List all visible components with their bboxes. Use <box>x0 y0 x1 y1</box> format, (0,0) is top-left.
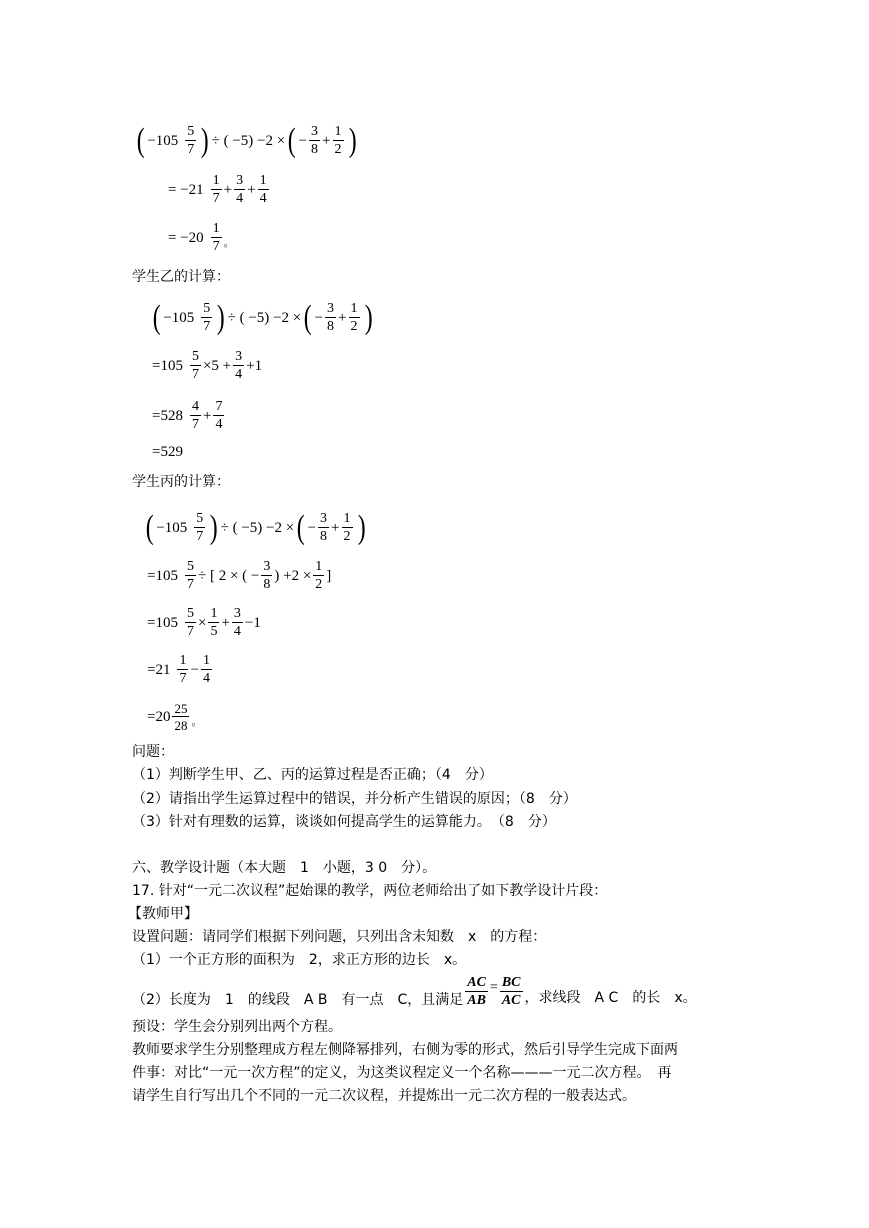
fraction: $\frac{5}{7}$ <box>196 511 204 544</box>
operator-text: + <box>223 181 233 198</box>
item-2-tail: ，求线段 A C 的长 x。 <box>524 990 697 1006</box>
left-paren: ( <box>152 299 161 336</box>
left-paren: ( <box>296 509 305 546</box>
operator-text: + <box>221 614 230 631</box>
operator-text: ÷ ( −5) −2 × <box>220 519 295 536</box>
fraction: $\frac{3}{8}$ <box>263 559 271 592</box>
right-paren: ) <box>209 509 218 546</box>
fraction: $\frac{5}{7}$ <box>203 301 211 334</box>
questions-title: 问题： <box>132 744 174 760</box>
fraction: $\frac{1}{7}$ <box>179 653 187 686</box>
question-2: （2）请指出学生运算过程中的错误，并分析产生错误的原因；（8 分） <box>132 791 577 807</box>
student-b-label: 学生乙的计算： <box>132 269 230 285</box>
end-mark: 。 <box>223 237 235 249</box>
operator-text: − <box>298 132 308 149</box>
fraction: $\frac{1}{5}$ <box>210 606 218 639</box>
student-b-step-2 <box>152 396 226 436</box>
fraction: $\frac{1}{4}$ <box>259 173 267 206</box>
end-mark: 。 <box>191 716 203 728</box>
operator-text: ÷ ( −5) −2 × <box>227 309 302 326</box>
right-paren: ) <box>216 299 225 336</box>
fraction: $\frac{1}{2}$ <box>315 559 323 592</box>
student-b-expression <box>150 297 375 339</box>
mixed-whole: −105 <box>147 132 179 149</box>
student-a-expression <box>134 120 359 162</box>
step-lead: =528 <box>152 407 183 424</box>
operator-text: + <box>331 519 340 536</box>
fraction: $\frac{1}{4}$ <box>202 653 210 686</box>
operator-text: ÷ ( −5) −2 × <box>211 132 286 149</box>
item-1: （1）一个正方形的面积为 2，求正方形的边长 x。 <box>132 952 467 968</box>
operator-text: ×5 + <box>202 357 232 374</box>
step-lead: =105 <box>147 614 178 631</box>
fraction: $\frac{1}{7}$ <box>212 221 220 254</box>
mixed-whole: −105 <box>156 519 188 536</box>
fraction-ac-ab: $\frac{AC}{AB}$ <box>467 975 486 1008</box>
student-c-step-3 <box>147 650 214 690</box>
left-paren: ( <box>303 299 312 336</box>
right-paren: ) <box>364 299 373 336</box>
operator-text: + <box>322 132 331 149</box>
step-lead: =105 <box>152 357 183 374</box>
question-1: （1）判断学生甲、乙、丙的运算过程是否正确；（4 分） <box>132 767 493 783</box>
equals-sign: = <box>489 980 498 995</box>
paragraph-line-1: 教师要求学生分别整理成方程左侧降幂排列，右侧为零的形式，然后引导学生完成下面两 <box>132 1042 678 1058</box>
fraction: $\frac{5}{7}$ <box>186 559 194 592</box>
student-a-step-1 <box>168 170 271 210</box>
paragraph-line-2: 件事：对比“一元一次方程”的定义，为这类议程定义一个名称———一元二次方程。 再 <box>132 1065 672 1081</box>
question-3: （3）针对有理数的运算，谈谈如何提高学生的运算能力。 （8 分） <box>132 814 556 830</box>
right-paren: ) <box>200 122 209 159</box>
operator-text: ] <box>326 567 332 584</box>
operator-text: + <box>247 181 256 198</box>
student-c-step-4 <box>147 697 202 737</box>
step-lead: =21 <box>147 661 171 678</box>
student-a-step-2 <box>168 218 235 258</box>
fraction: $\frac{3}{4}$ <box>235 349 243 382</box>
fraction: $\frac{5}{7}$ <box>187 124 195 157</box>
operator-text: ) +2 × <box>274 567 312 584</box>
left-paren: ( <box>145 509 154 546</box>
mixed-whole: −105 <box>163 309 195 326</box>
step-lead: = −21 <box>168 181 204 198</box>
student-c-step-2 <box>147 603 261 643</box>
fraction: $\frac{7}{4}$ <box>215 399 223 432</box>
operator-text: − <box>314 309 324 326</box>
operator-text: ÷ [ 2 × ( − <box>197 567 260 584</box>
operator-text: × <box>197 614 207 631</box>
fraction: $\frac{1}{2}$ <box>343 511 351 544</box>
step-lead: = −20 <box>168 229 204 246</box>
paragraph-line-3: 请学生自行写出几个不同的一元二次议程，并提炼出一元二次方程的一般表达式。 <box>132 1088 636 1104</box>
student-b-step-3 <box>152 442 183 462</box>
student-c-label: 学生丙的计算： <box>132 474 230 490</box>
operator-text: +1 <box>246 357 263 374</box>
setup-question: 设置问题：请同学们根据下列问题，只列出含未知数 x 的方程： <box>132 929 547 945</box>
item-2 <box>132 976 697 1010</box>
fraction: $\frac{4}{7}$ <box>191 399 199 432</box>
fraction: $\frac{1}{2}$ <box>334 124 342 157</box>
operator-text: + <box>338 309 347 326</box>
operator-text: + <box>202 407 212 424</box>
left-paren: ( <box>136 122 145 159</box>
fraction: $\frac{5}{7}$ <box>186 606 194 639</box>
item-2-lead: （2）长度为 1 的线段 A B 有一点 C，且满足 <box>132 992 464 1008</box>
fraction: $\frac{5}{7}$ <box>191 349 199 382</box>
right-paren: ) <box>348 122 357 159</box>
operator-text: − <box>307 519 317 536</box>
fraction: $\frac{25}{28}$ <box>174 701 188 733</box>
fraction: $\frac{3}{8}$ <box>311 124 319 157</box>
fraction: $\frac{3}{4}$ <box>233 606 241 639</box>
step-lead: =105 <box>147 567 178 584</box>
fraction: $\frac{1}{2}$ <box>350 301 358 334</box>
step-lead: =20 <box>147 708 171 725</box>
preset: 预设：学生会分别列出两个方程。 <box>132 1019 342 1035</box>
operator-text: − <box>190 661 199 678</box>
question-17: 17. 针对“一元二次议程”起始课的教学，两位老师给出了如下教学设计片段： <box>132 883 608 899</box>
student-c-step-1 <box>147 556 331 596</box>
left-paren: ( <box>287 122 296 159</box>
student-c-expression <box>143 507 368 549</box>
operator-text: −1 <box>244 614 261 631</box>
fraction-bc-ac: $\frac{BC}{AC}$ <box>501 975 521 1008</box>
student-b-step-1 <box>152 346 262 386</box>
fraction: $\frac{3}{8}$ <box>320 511 328 544</box>
right-paren: ) <box>357 509 366 546</box>
step-lead: =529 <box>152 443 183 460</box>
teacher-a-heading: 【教师甲】 <box>128 906 198 922</box>
fraction: $\frac{1}{7}$ <box>212 173 220 206</box>
fraction: $\frac{3}{8}$ <box>327 301 335 334</box>
fraction: $\frac{3}{4}$ <box>236 173 244 206</box>
section-6-title: 六、教学设计题（本大题 1 小题，3 0 分）。 <box>132 860 437 876</box>
